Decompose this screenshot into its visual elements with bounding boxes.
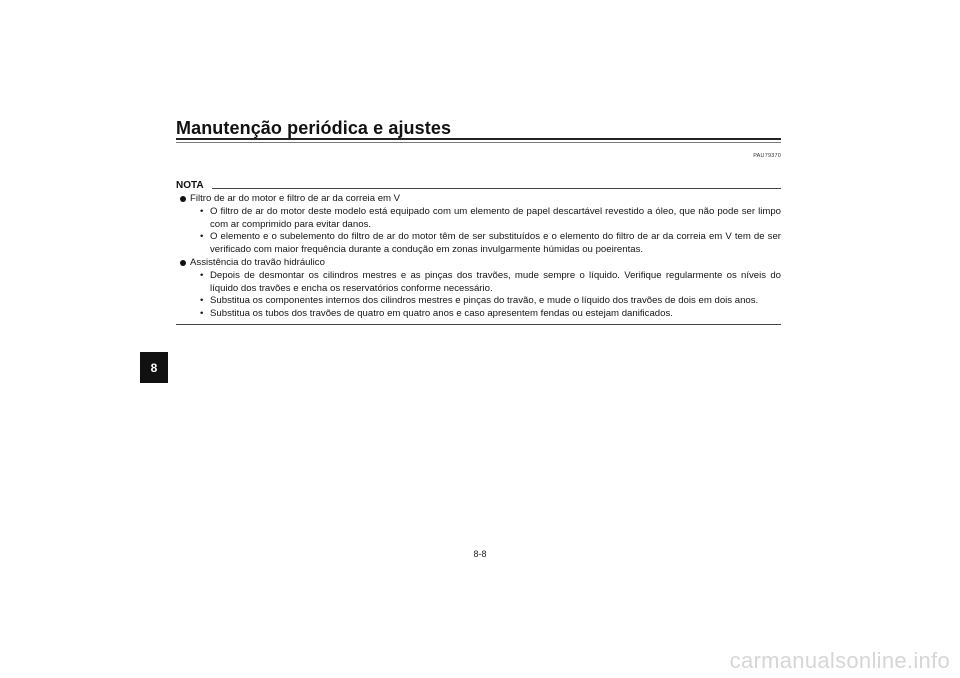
note-subitem (190, 270, 781, 296)
note-subitem-text: Substitua os tubos dos travões de quatro em quatro anos e caso apresentem fendas ou estejam danificados. (210, 308, 673, 320)
note-content (176, 193, 781, 321)
bullet-small-icon: • (200, 308, 204, 320)
note-subitem-text: Depois de desmontar os cilindros mestres e as pinças dos travões, mude sempre o líquido. Verifique regularmente os níveis do líquido dos travões e encha os reservatórios conforme necessário. (210, 269, 781, 294)
bullet-small-icon: • (200, 231, 204, 243)
note-subitem (190, 308, 781, 321)
page-title: Manutenção periódica e ajustes (176, 118, 452, 138)
reference-code: PAU79370 (753, 153, 781, 159)
note-item (176, 257, 781, 321)
note-item-text: Filtro de ar do motor e filtro de ar da correia em V (190, 193, 401, 204)
note-subitem-text: O elemento e o subelemento do filtro de ar do motor têm de ser substituídos e o elemento do filtro de ar da correia em V tem de ser verificado com maior frequência durante a condução em zonas invulgarmente húmidas ou poeirentas. (210, 231, 781, 256)
page-number: 8-8 (473, 549, 487, 559)
bullet-dot-icon (180, 196, 186, 202)
note-bottom-rule (176, 324, 781, 325)
note-subitem-list (190, 270, 781, 321)
watermark[interactable]: carmanualsonline.info (729, 648, 950, 673)
note-label: NOTA (176, 180, 204, 191)
note-header-rule (212, 188, 781, 189)
note-subitem-text: O filtro de ar do motor deste modelo está equipado com um elemento de papel descartável revestido a óleo, que não pode ser limpo com ar comprimido para evitar danos. (210, 205, 781, 230)
bullet-small-icon: • (200, 269, 204, 281)
note-subitem (190, 295, 781, 308)
note-header (176, 180, 781, 192)
title-rule-thin (176, 142, 781, 143)
note-item (176, 193, 781, 257)
note-subitem (190, 206, 781, 232)
chapter-tab: 8 (140, 352, 168, 383)
bullet-small-icon: • (200, 295, 204, 307)
note-subitem-text: Substitua os componentes internos dos cilindros mestres e pinças do travão, e mude o líquido dos travões de dois em dois anos. (210, 295, 759, 307)
title-rule (176, 138, 781, 140)
bullet-dot-icon (180, 260, 186, 266)
bullet-small-icon: • (200, 205, 204, 217)
note-subitem (190, 231, 781, 257)
note-item-text: Assistência do travão hidráulico (190, 256, 325, 268)
note-subitem-list (190, 206, 781, 257)
